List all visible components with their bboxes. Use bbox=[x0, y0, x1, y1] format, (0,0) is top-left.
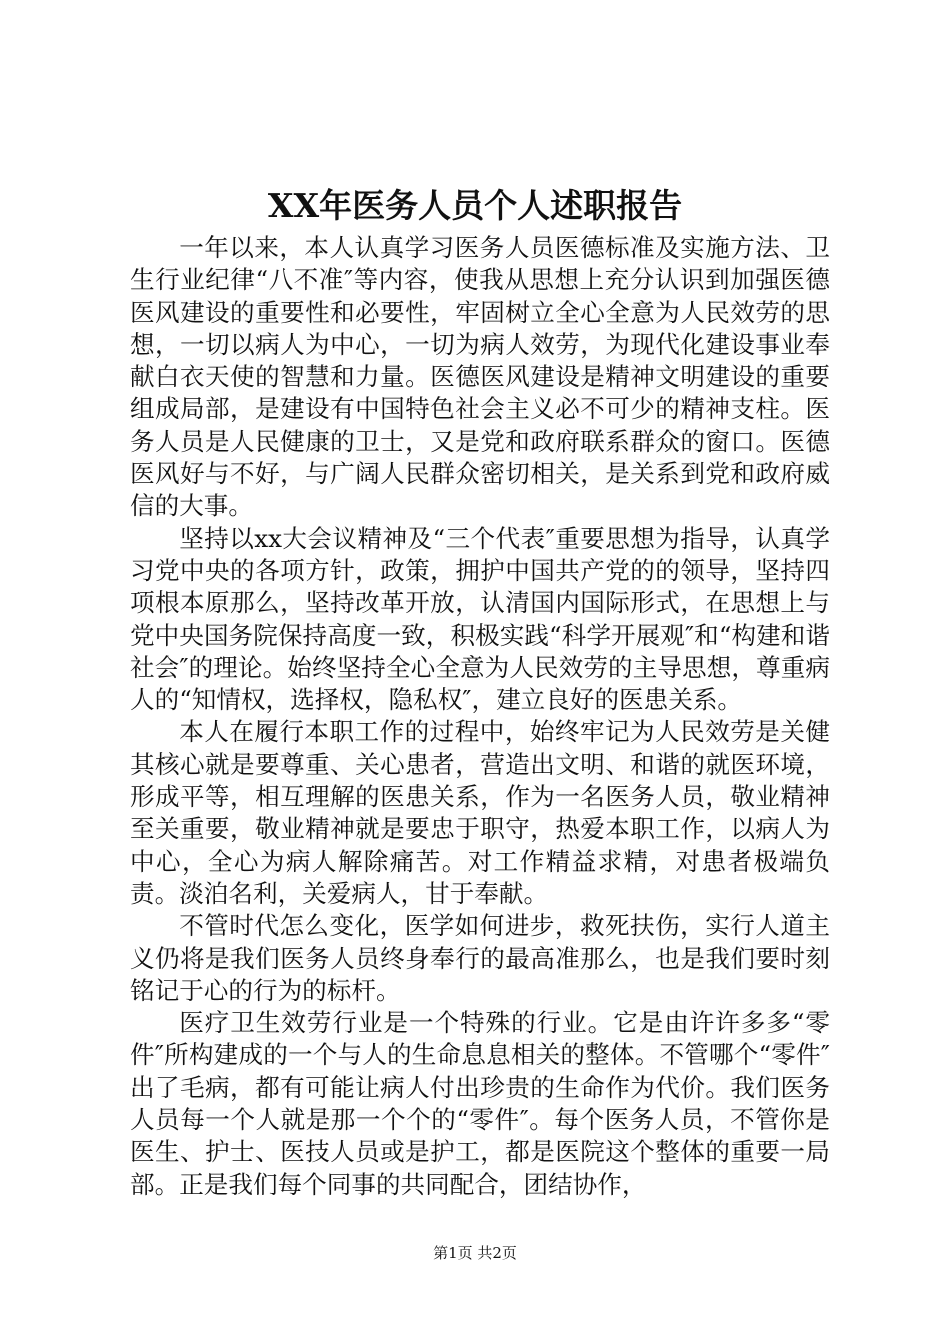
paragraph: 一年以来，本人认真学习医务人员医德标准及实施方法、卫生行业纪律“八不准″等内容，使我从思想上充分认识到加强医德医风建设的重要性和必要性，牢固树立全心全意为人民效劳的思想，一切以病人为中心，一切为病人效劳，为现代化建设事业奉献白衣天使的智慧和力量。医德医风建设是精神文明建设的重要组成局部，是建设有中国特色社会主义必不可少的精神支柱。医务人员是人民健康的卫士，又是党和政府联系群众的窗口。医德医风好与不好，与广阔人民群众密切相关，是关系到党和政府威信的大事。 bbox=[130, 233, 830, 521]
document-body bbox=[130, 232, 830, 1201]
paragraph: 坚持以xx大会议精神及“三个代表″重要思想为指导，认真学习党中央的各项方针，政策，拥护中国共产党的的领导，坚持四项根本原那么，坚持改革开放，认清国内国际形式，在思想上与党中央国务院保持高度一致，积极实践“科学开展观″和“构建和谐社会″的理论。始终坚持全心全意为人民效劳的主导思想，尊重病人的“知情权，选择权，隐私权″，建立良好的医患关系。 bbox=[130, 523, 830, 715]
paragraph: 不管时代怎么变化，医学如何进步，救死扶伤，实行人道主义仍将是我们医务人员终身奉行的最高准那么，也是我们要时刻铭记于心的行为的标杆。 bbox=[130, 911, 830, 1005]
page-footer: 第1页 共2页 bbox=[433, 1244, 517, 1262]
paragraph: 医疗卫生效劳行业是一个特殊的行业。它是由许许多多“零件″所构建成的一个与人的生命息息相关的整体。不管哪个“零件″出了毛病，都有可能让病人付出珍贵的生命作为代价。我们医务人员每一个人就是那一个个的“零件″。每个医务人员，不管你是医生、护士、医技人员或是护工，都是医院这个整体的重要一局部。正是我们每个同事的共同配合，团结协作， bbox=[130, 1008, 830, 1199]
document-title: XX年医务人员个人述职报告 bbox=[267, 186, 683, 225]
paragraph: 本人在履行本职工作的过程中，始终牢记为人民效劳是关健其核心就是要尊重、关心患者，营造出文明、和谐的就医环境，形成平等，相互理解的医患关系，作为一名医务人员，敬业精神至关重要，敬业精神就是要忠于职守，热爱本职工作，以病人为中心，全心为病人解除痛苦。对工作精益求精，对患者极端负责。淡泊名利，关爱病人，甘于奉献。 bbox=[130, 717, 830, 908]
